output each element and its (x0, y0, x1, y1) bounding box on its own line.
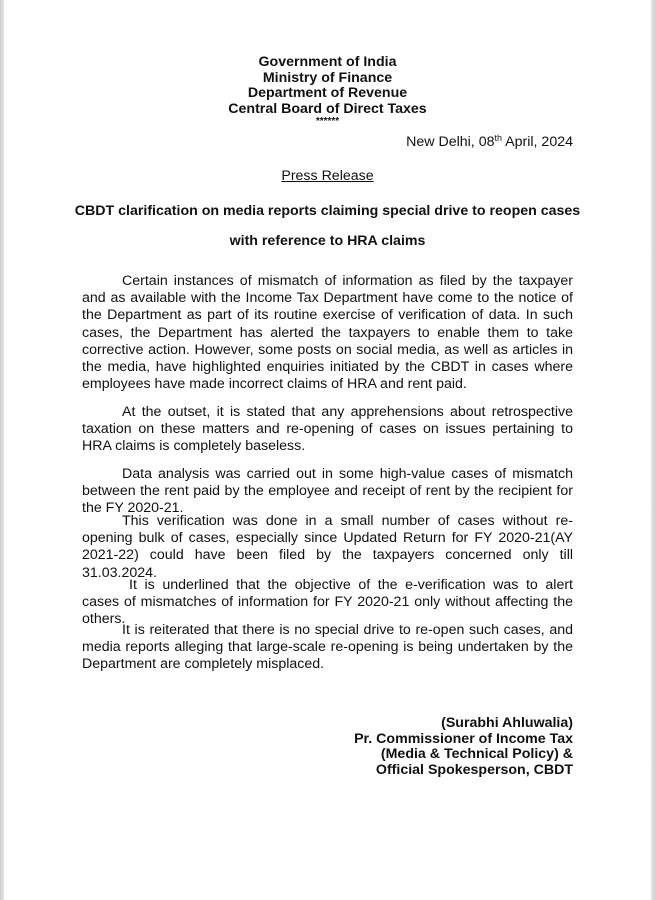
paragraph-text: It is underlined that the objective of the e-verification was to alert cases of mismatches of information for FY 2020-21 only without affecting the others. (82, 577, 573, 628)
date-place-day: New Delhi, 08 (406, 134, 495, 150)
date-month-year: April, 2024 (502, 134, 573, 150)
subject-line-2: with reference to HRA claims (229, 233, 426, 249)
letterhead-government: Government of India (258, 54, 397, 70)
letterhead-ministry: Ministry of Finance (262, 69, 393, 86)
subject-line-1: CBDT clarification on media reports claiming special drive to reopen cases (74, 203, 581, 219)
body-paragraph-4 (82, 513, 573, 582)
signatory-title-1: Pr. Commissioner of Income Tax (354, 730, 573, 747)
paragraph-text: This verification was done in a small number of cases without re-opening bulk of cases, especially since Updated Return for FY 2020-21(AY 2021-22) could have been filed by the taxpayers concerned only till 31.03.2024. (82, 513, 573, 581)
body-paragraph-1 (82, 273, 573, 393)
body-paragraph-5 (82, 577, 573, 629)
page-edge-left (0, 0, 4, 900)
press-release-label: Press Release (281, 168, 374, 184)
release-date (406, 134, 573, 150)
body-paragraph-6 (82, 622, 573, 674)
page-edge-right (651, 0, 655, 900)
signatory-title-2: (Media & Technical Policy) & (380, 746, 573, 763)
signature-block (354, 716, 573, 778)
paragraph-text: Data analysis was carried out in some high-value cases of mismatch between the rent paid by the employee and receipt of rent by the recipient for the FY 2020-21. (82, 466, 573, 517)
letterhead-separator: ****** (315, 116, 340, 128)
signatory-title-3: Official Spokesperson, CBDT (375, 761, 573, 778)
date-ordinal: th (494, 133, 502, 143)
letterhead (0, 55, 655, 126)
letterhead-board: Central Board of Direct Taxes (228, 100, 427, 117)
paragraph-text: At the outset, it is stated that any apprehensions about retrospective taxation on these matters and re-opening of cases on issues pertaining to HRA claims is completely baseless. (82, 404, 573, 455)
signatory-name: (Surabhi Ahluwalia) (441, 715, 573, 731)
body-paragraph-3 (82, 466, 573, 518)
body-paragraph-2 (82, 404, 573, 456)
letterhead-department: Department of Revenue (247, 85, 408, 102)
paragraph-text: Certain instances of mismatch of information as filed by the taxpayer and as available with the Income Tax Department have come to the notice of the Department as part of its routine exercise of verification of data. In such cases, the Department has alerted the taxpayers to enable them to take corrective action. However, some posts on social media, as well as articles in the media, have highlighted enquiries initiated by the CBDT in cases where employees have made incorrect claims of HRA and rent paid. (82, 273, 573, 393)
paragraph-text: It is reiterated that there is no special drive to re-open such cases, and media reports alleging that large-scale re-opening is being undertaken by the Department are completely misplaced. (82, 622, 573, 673)
